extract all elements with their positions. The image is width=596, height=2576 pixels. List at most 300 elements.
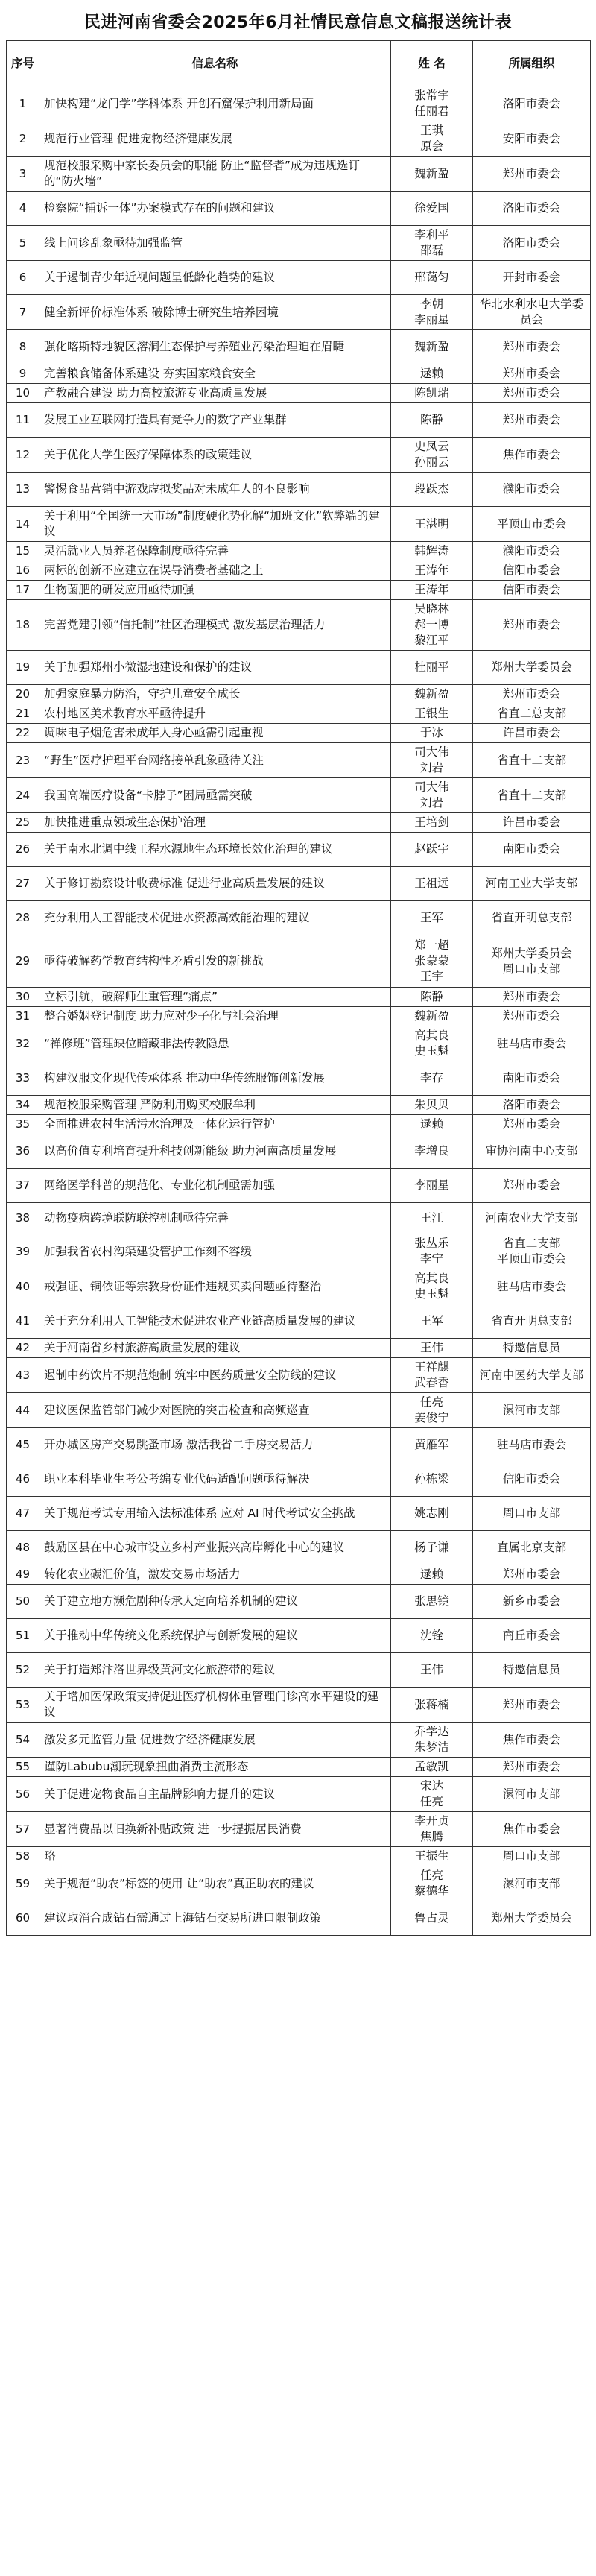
table-row: [7, 1847, 591, 1866]
row-number: 5: [7, 226, 39, 261]
organization: 洛阳市委会: [473, 86, 591, 121]
table-row: [7, 704, 591, 724]
info-title: 产教融合建设 助力高校旅游专业高质量发展: [39, 384, 391, 403]
author-name: 任亮 蔡德华: [391, 1866, 473, 1901]
organization: 郑州市委会: [473, 685, 591, 704]
organization: 安阳市委会: [473, 121, 591, 157]
table-row: [7, 813, 591, 833]
info-title: 关于增加医保政策支持促进医疗机构体重管理门诊高水平建设的建议: [39, 1688, 391, 1723]
info-title: 加强我省农村沟渠建设管护工作刻不容缓: [39, 1234, 391, 1269]
organization: 郑州市委会: [473, 1758, 591, 1777]
info-title: 发展工业互联网打造具有竞争力的数字产业集群: [39, 403, 391, 438]
table-row: [7, 1653, 591, 1688]
header-org: 所属组织: [473, 41, 591, 86]
submission-table: [6, 40, 591, 1936]
organization: 河南中医药大学支部: [473, 1358, 591, 1393]
row-number: 29: [7, 935, 39, 988]
author-name: 乔学达 朱梦洁: [391, 1723, 473, 1758]
author-name: 王祥麒 武春香: [391, 1358, 473, 1393]
author-name: 王振生: [391, 1847, 473, 1866]
organization: 郑州市委会: [473, 1115, 591, 1134]
organization: 直属北京支部: [473, 1531, 591, 1565]
info-title: 我国高端医疗设备“卡脖子”困局亟需突破: [39, 778, 391, 813]
row-number: 52: [7, 1653, 39, 1688]
row-number: 6: [7, 261, 39, 295]
author-name: 李增良: [391, 1134, 473, 1169]
info-title: 完善党建引领“信托制”社区治理模式 激发基层治理活力: [39, 600, 391, 651]
organization: 焦作市委会: [473, 1723, 591, 1758]
author-name: 王涛年: [391, 561, 473, 581]
table-row: [7, 743, 591, 778]
table-row: [7, 724, 591, 743]
info-title: 戒强证、铜依证等宗教身份证件违规买卖问题亟待整治: [39, 1269, 391, 1304]
row-number: 33: [7, 1061, 39, 1096]
organization: 郑州市委会: [473, 403, 591, 438]
organization: 洛阳市委会: [473, 192, 591, 226]
info-title: 充分利用人工智能技术促进水资源高效能治理的建议: [39, 901, 391, 935]
author-name: 朱贝贝: [391, 1096, 473, 1115]
table-row: [7, 1169, 591, 1203]
row-number: 39: [7, 1234, 39, 1269]
info-title: 健全新评价标准体系 破除博士研究生培养困境: [39, 295, 391, 330]
row-number: 55: [7, 1758, 39, 1777]
info-title: 网络医学科普的规范化、专业化机制亟需加强: [39, 1169, 391, 1203]
organization: 河南工业大学支部: [473, 867, 591, 901]
author-name: 高其良 史玉魁: [391, 1026, 473, 1061]
info-title: 农村地区美术教育水平亟待提升: [39, 704, 391, 724]
table-row: [7, 1688, 591, 1723]
info-title: 略: [39, 1847, 391, 1866]
author-name: 高其良 史玉魁: [391, 1269, 473, 1304]
organization: 许昌市委会: [473, 724, 591, 743]
organization: 省直二支部 平顶山市委会: [473, 1234, 591, 1269]
author-name: 魏新盈: [391, 157, 473, 192]
organization: 省直二总支部: [473, 704, 591, 724]
organization: 平顶山市委会: [473, 507, 591, 542]
organization: 郑州大学委员会: [473, 1901, 591, 1936]
row-number: 34: [7, 1096, 39, 1115]
table-row: [7, 1812, 591, 1847]
author-name: 吴晓林 郝一博 黎江平: [391, 600, 473, 651]
author-name: 张思镜: [391, 1585, 473, 1619]
author-name: 姚志刚: [391, 1497, 473, 1531]
info-title: 调味电子烟危害未成年人身心亟需引起重视: [39, 724, 391, 743]
author-name: 李开贞 焦腾: [391, 1812, 473, 1847]
author-name: 鲁占灵: [391, 1901, 473, 1936]
author-name: 孟敏凯: [391, 1758, 473, 1777]
author-name: 于冰: [391, 724, 473, 743]
table-row: [7, 1619, 591, 1653]
organization: 周口市支部: [473, 1497, 591, 1531]
author-name: 王江: [391, 1203, 473, 1234]
table-row: [7, 1339, 591, 1358]
table-row: [7, 1428, 591, 1462]
info-title: 建议取消合成钻石需通过上海钻石交易所进口限制政策: [39, 1901, 391, 1936]
author-name: 逯赖: [391, 364, 473, 384]
author-name: 陈静: [391, 403, 473, 438]
row-number: 15: [7, 542, 39, 561]
organization: 信阳市委会: [473, 1462, 591, 1497]
info-title: 关于规范考试专用输入法标准体系 应对 AI 时代考试安全挑战: [39, 1497, 391, 1531]
table-row: [7, 1585, 591, 1619]
organization: 特邀信息员: [473, 1339, 591, 1358]
table-row: [7, 1497, 591, 1531]
table-row: [7, 581, 591, 600]
organization: 漯河市支部: [473, 1393, 591, 1428]
organization: 郑州市委会: [473, 384, 591, 403]
sheet-title: 民进河南省委会2025年6月社情民意信息文稿报送统计表: [83, 13, 513, 32]
info-title: 关于南水北调中线工程水源地生态环境长效化治理的建议: [39, 833, 391, 867]
author-name: 张蒋楠: [391, 1688, 473, 1723]
row-number: 49: [7, 1565, 39, 1585]
table-row: [7, 685, 591, 704]
organization: 省直十二支部: [473, 778, 591, 813]
row-number: 16: [7, 561, 39, 581]
table-row: [7, 1462, 591, 1497]
info-title: 转化农业碳汇价值，激发交易市场活力: [39, 1565, 391, 1585]
row-number: 1: [7, 86, 39, 121]
info-title: 关于修订勘察设计收费标准 促进行业高质量发展的建议: [39, 867, 391, 901]
author-name: 王湛明: [391, 507, 473, 542]
organization: 新乡市委会: [473, 1585, 591, 1619]
organization: 华北水利水电大学委员会: [473, 295, 591, 330]
organization: 洛阳市委会: [473, 1096, 591, 1115]
table-row: [7, 1269, 591, 1304]
table-row: [7, 867, 591, 901]
info-title: 整合婚姻登记制度 助力应对少子化与社会治理: [39, 1007, 391, 1026]
header-name: 信息名称: [39, 41, 391, 86]
organization: 郑州大学委员会: [473, 651, 591, 685]
author-name: 邢蔼匀: [391, 261, 473, 295]
row-number: 57: [7, 1812, 39, 1847]
table-body: [7, 86, 591, 1936]
info-title: 加快构建“龙门学”学科体系 开创石窟保护利用新局面: [39, 86, 391, 121]
info-title: 关于促进宠物食品自主品牌影响力提升的建议: [39, 1777, 391, 1812]
organization: 漯河市支部: [473, 1777, 591, 1812]
info-title: 鼓励区县在中心城市设立乡村产业振兴高岸孵化中心的建议: [39, 1531, 391, 1565]
row-number: 31: [7, 1007, 39, 1026]
table-row: [7, 1723, 591, 1758]
table-row: [7, 833, 591, 867]
info-title: 建议医保监管部门减少对医院的突击检查和高频巡查: [39, 1393, 391, 1428]
row-number: 28: [7, 901, 39, 935]
info-title: 检察院“捕诉一体”办案模式存在的问题和建议: [39, 192, 391, 226]
table-row: [7, 384, 591, 403]
table-row: [7, 1115, 591, 1134]
row-number: 27: [7, 867, 39, 901]
info-title: 以高价值专利培育提升科技创新能级 助力河南高质量发展: [39, 1134, 391, 1169]
row-number: 38: [7, 1203, 39, 1234]
author-name: 陈凯瑞: [391, 384, 473, 403]
table-row: [7, 600, 591, 651]
organization: 商丘市委会: [473, 1619, 591, 1653]
row-number: 42: [7, 1339, 39, 1358]
organization: 特邀信息员: [473, 1653, 591, 1688]
row-number: 26: [7, 833, 39, 867]
author-name: 杜丽平: [391, 651, 473, 685]
table-row: [7, 261, 591, 295]
info-title: 规范校服采购管理 严防利用购买校服牟利: [39, 1096, 391, 1115]
row-number: 35: [7, 1115, 39, 1134]
table-row: [7, 901, 591, 935]
organization: 省直开明总支部: [473, 1304, 591, 1339]
row-number: 36: [7, 1134, 39, 1169]
row-number: 2: [7, 121, 39, 157]
author-name: 任亮 姜俊宁: [391, 1393, 473, 1428]
organization: 漯河市支部: [473, 1866, 591, 1901]
row-number: 50: [7, 1585, 39, 1619]
organization: 郑州市委会: [473, 157, 591, 192]
table-row: [7, 438, 591, 473]
row-number: 30: [7, 988, 39, 1007]
table-row: [7, 1134, 591, 1169]
table-row: [7, 935, 591, 988]
organization: 驻马店市委会: [473, 1428, 591, 1462]
table-row: [7, 1866, 591, 1901]
author-name: 司大伟 刘岩: [391, 778, 473, 813]
organization: 郑州市委会: [473, 600, 591, 651]
author-name: 王培剑: [391, 813, 473, 833]
info-title: 关于规范“助农”标签的使用 让“助农”真正助农的建议: [39, 1866, 391, 1901]
table-row: [7, 542, 591, 561]
author-name: 魏新盈: [391, 1007, 473, 1026]
table-row: [7, 561, 591, 581]
header-author: 姓 名: [391, 41, 473, 86]
author-name: 黄雁军: [391, 1428, 473, 1462]
info-title: 灵活就业人员养老保障制度亟待完善: [39, 542, 391, 561]
info-title: 职业本科毕业生考公考编专业代码适配问题亟待解决: [39, 1462, 391, 1497]
author-name: 张常宇 任丽君: [391, 86, 473, 121]
table-row: [7, 1096, 591, 1115]
author-name: 徐爱国: [391, 192, 473, 226]
row-number: 8: [7, 330, 39, 364]
table-row: [7, 295, 591, 330]
author-name: 王伟: [391, 1653, 473, 1688]
info-title: 立标引航，破解师生重管理“痛点”: [39, 988, 391, 1007]
author-name: 韩辉涛: [391, 542, 473, 561]
info-title: 加强家庭暴力防治，守护儿童安全成长: [39, 685, 391, 704]
info-title: 关于推动中华传统文化系统保护与创新发展的建议: [39, 1619, 391, 1653]
organization: 河南农业大学支部: [473, 1203, 591, 1234]
table-row: [7, 1531, 591, 1565]
info-title: 构建汉服文化现代传承体系 推动中华传统服饰创新发展: [39, 1061, 391, 1096]
info-title: “禅修班”管理缺位暗藏非法传教隐患: [39, 1026, 391, 1061]
row-number: 37: [7, 1169, 39, 1203]
row-number: 24: [7, 778, 39, 813]
organization: 焦作市委会: [473, 438, 591, 473]
author-name: 司大伟 刘岩: [391, 743, 473, 778]
row-number: 47: [7, 1497, 39, 1531]
organization: 驻马店市委会: [473, 1269, 591, 1304]
row-number: 19: [7, 651, 39, 685]
organization: 审协河南中心支部: [473, 1134, 591, 1169]
author-name: 王军: [391, 901, 473, 935]
author-name: 张丛乐 李宁: [391, 1234, 473, 1269]
info-title: 规范校服采购中家长委员会的职能 防止“监督者”成为违规选订的“防火墙”: [39, 157, 391, 192]
table-row: [7, 473, 591, 507]
author-name: 王涛年: [391, 581, 473, 600]
author-name: 魏新盈: [391, 685, 473, 704]
row-number: 45: [7, 1428, 39, 1462]
info-title: 开办城区房产交易跳蚤市场 激活我省二手房交易活力: [39, 1428, 391, 1462]
row-number: 10: [7, 384, 39, 403]
row-number: 53: [7, 1688, 39, 1723]
info-title: 警惕食品营销中游戏虚拟奖品对未成年人的不良影响: [39, 473, 391, 507]
row-number: 43: [7, 1358, 39, 1393]
header-no: 序号: [7, 41, 39, 86]
organization: 郑州市委会: [473, 988, 591, 1007]
author-name: 沈铨: [391, 1619, 473, 1653]
table-row: [7, 1203, 591, 1234]
info-title: 完善粮食储备体系建设 夯实国家粮食安全: [39, 364, 391, 384]
organization: 郑州市委会: [473, 364, 591, 384]
organization: 省直开明总支部: [473, 901, 591, 935]
organization: 信阳市委会: [473, 581, 591, 600]
row-number: 12: [7, 438, 39, 473]
organization: 郑州市委会: [473, 330, 591, 364]
author-name: 逯赖: [391, 1115, 473, 1134]
row-number: 13: [7, 473, 39, 507]
organization: 郑州大学委员会 周口市支部: [473, 935, 591, 988]
table-row: [7, 192, 591, 226]
row-number: 44: [7, 1393, 39, 1428]
info-title: 关于充分利用人工智能技术促进农业产业链高质量发展的建议: [39, 1304, 391, 1339]
info-title: 亟待破解药学教育结构性矛盾引发的新挑战: [39, 935, 391, 988]
info-title: 加快推进重点领域生态保护治理: [39, 813, 391, 833]
table-row: [7, 1026, 591, 1061]
author-name: 段跃杰: [391, 473, 473, 507]
table-row: [7, 157, 591, 192]
author-name: 杨子谦: [391, 1531, 473, 1565]
row-number: 46: [7, 1462, 39, 1497]
info-title: “野生”医疗护理平台网络接单乱象亟待关注: [39, 743, 391, 778]
info-title: 生物菌肥的研发应用亟待加强: [39, 581, 391, 600]
row-number: 23: [7, 743, 39, 778]
author-name: 王琪 原会: [391, 121, 473, 157]
info-title: 关于利用“全国统一大市场”制度硬化势化解“加班文化”软弊端的建议: [39, 507, 391, 542]
author-name: 李朝 李丽星: [391, 295, 473, 330]
table-row: [7, 403, 591, 438]
table-header-row: [7, 41, 591, 86]
organization: 郑州市委会: [473, 1169, 591, 1203]
table-row: [7, 507, 591, 542]
info-title: 显著消费品以旧换新补贴政策 进一步提振居民消费: [39, 1812, 391, 1847]
organization: 南阳市委会: [473, 833, 591, 867]
row-number: 54: [7, 1723, 39, 1758]
info-title: 关于打造郑汴洛世界级黄河文化旅游带的建议: [39, 1653, 391, 1688]
info-title: 关于建立地方濒危剧种传承人定向培养机制的建议: [39, 1585, 391, 1619]
organization: 濮阳市委会: [473, 542, 591, 561]
table-row: [7, 1901, 591, 1936]
row-number: 51: [7, 1619, 39, 1653]
author-name: 王银生: [391, 704, 473, 724]
organization: 驻马店市委会: [473, 1026, 591, 1061]
row-number: 41: [7, 1304, 39, 1339]
table-row: [7, 1758, 591, 1777]
author-name: 赵跃宇: [391, 833, 473, 867]
row-number: 17: [7, 581, 39, 600]
organization: 许昌市委会: [473, 813, 591, 833]
row-number: 11: [7, 403, 39, 438]
info-title: 激发多元监管力量 促进数字经济健康发展: [39, 1723, 391, 1758]
organization: 开封市委会: [473, 261, 591, 295]
table-row: [7, 330, 591, 364]
row-number: 22: [7, 724, 39, 743]
author-name: 王祖远: [391, 867, 473, 901]
table-row: [7, 988, 591, 1007]
organization: 周口市支部: [473, 1847, 591, 1866]
table-row: [7, 226, 591, 261]
author-name: 逯赖: [391, 1565, 473, 1585]
info-title: 线上问诊乱象亟待加强监管: [39, 226, 391, 261]
info-title: 关于优化大学生医疗保障体系的政策建议: [39, 438, 391, 473]
table-row: [7, 1234, 591, 1269]
table-row: [7, 1565, 591, 1585]
row-number: 48: [7, 1531, 39, 1565]
table-row: [7, 86, 591, 121]
table-row: [7, 1358, 591, 1393]
row-number: 32: [7, 1026, 39, 1061]
row-number: 18: [7, 600, 39, 651]
row-number: 25: [7, 813, 39, 833]
author-name: 李存: [391, 1061, 473, 1096]
row-number: 56: [7, 1777, 39, 1812]
row-number: 4: [7, 192, 39, 226]
organization: 南阳市委会: [473, 1061, 591, 1096]
table-row: [7, 364, 591, 384]
author-name: 宋达 任亮: [391, 1777, 473, 1812]
author-name: 李丽星: [391, 1169, 473, 1203]
table-row: [7, 1393, 591, 1428]
author-name: 魏新盈: [391, 330, 473, 364]
info-title: 动物疫病跨境联防联控机制亟待完善: [39, 1203, 391, 1234]
author-name: 陈静: [391, 988, 473, 1007]
info-title: 关于河南省乡村旅游高质量发展的建议: [39, 1339, 391, 1358]
row-number: 21: [7, 704, 39, 724]
info-title: 谨防Labubu潮玩现象扭曲消费主流形态: [39, 1758, 391, 1777]
organization: 省直十二支部: [473, 743, 591, 778]
organization: 洛阳市委会: [473, 226, 591, 261]
author-name: 李利平 邵磊: [391, 226, 473, 261]
organization: 郑州市委会: [473, 1688, 591, 1723]
table-row: [7, 1061, 591, 1096]
author-name: 王伟: [391, 1339, 473, 1358]
author-name: 郑一超 张蒙蒙 王宇: [391, 935, 473, 988]
row-number: 14: [7, 507, 39, 542]
organization: 郑州市委会: [473, 1007, 591, 1026]
info-title: 全面推进农村生活污水治理及一体化运行管护: [39, 1115, 391, 1134]
row-number: 58: [7, 1847, 39, 1866]
info-title: 遏制中药饮片不规范炮制 筑牢中医药质量安全防线的建议: [39, 1358, 391, 1393]
table-row: [7, 651, 591, 685]
organization: 信阳市委会: [473, 561, 591, 581]
row-number: 59: [7, 1866, 39, 1901]
row-number: 9: [7, 364, 39, 384]
author-name: 史凤云 孙丽云: [391, 438, 473, 473]
organization: 郑州市委会: [473, 1565, 591, 1585]
table-row: [7, 1007, 591, 1026]
info-title: 强化喀斯特地貌区溶洞生态保护与养殖业污染治理迫在眉睫: [39, 330, 391, 364]
author-name: 王军: [391, 1304, 473, 1339]
info-title: 关于遏制青少年近视问题呈低龄化趋势的建议: [39, 261, 391, 295]
row-number: 20: [7, 685, 39, 704]
table-row: [7, 778, 591, 813]
info-title: 两标的创新不应建立在误导消费者基础之上: [39, 561, 391, 581]
row-number: 7: [7, 295, 39, 330]
table-row: [7, 1304, 591, 1339]
table-row: [7, 1777, 591, 1812]
row-number: 40: [7, 1269, 39, 1304]
